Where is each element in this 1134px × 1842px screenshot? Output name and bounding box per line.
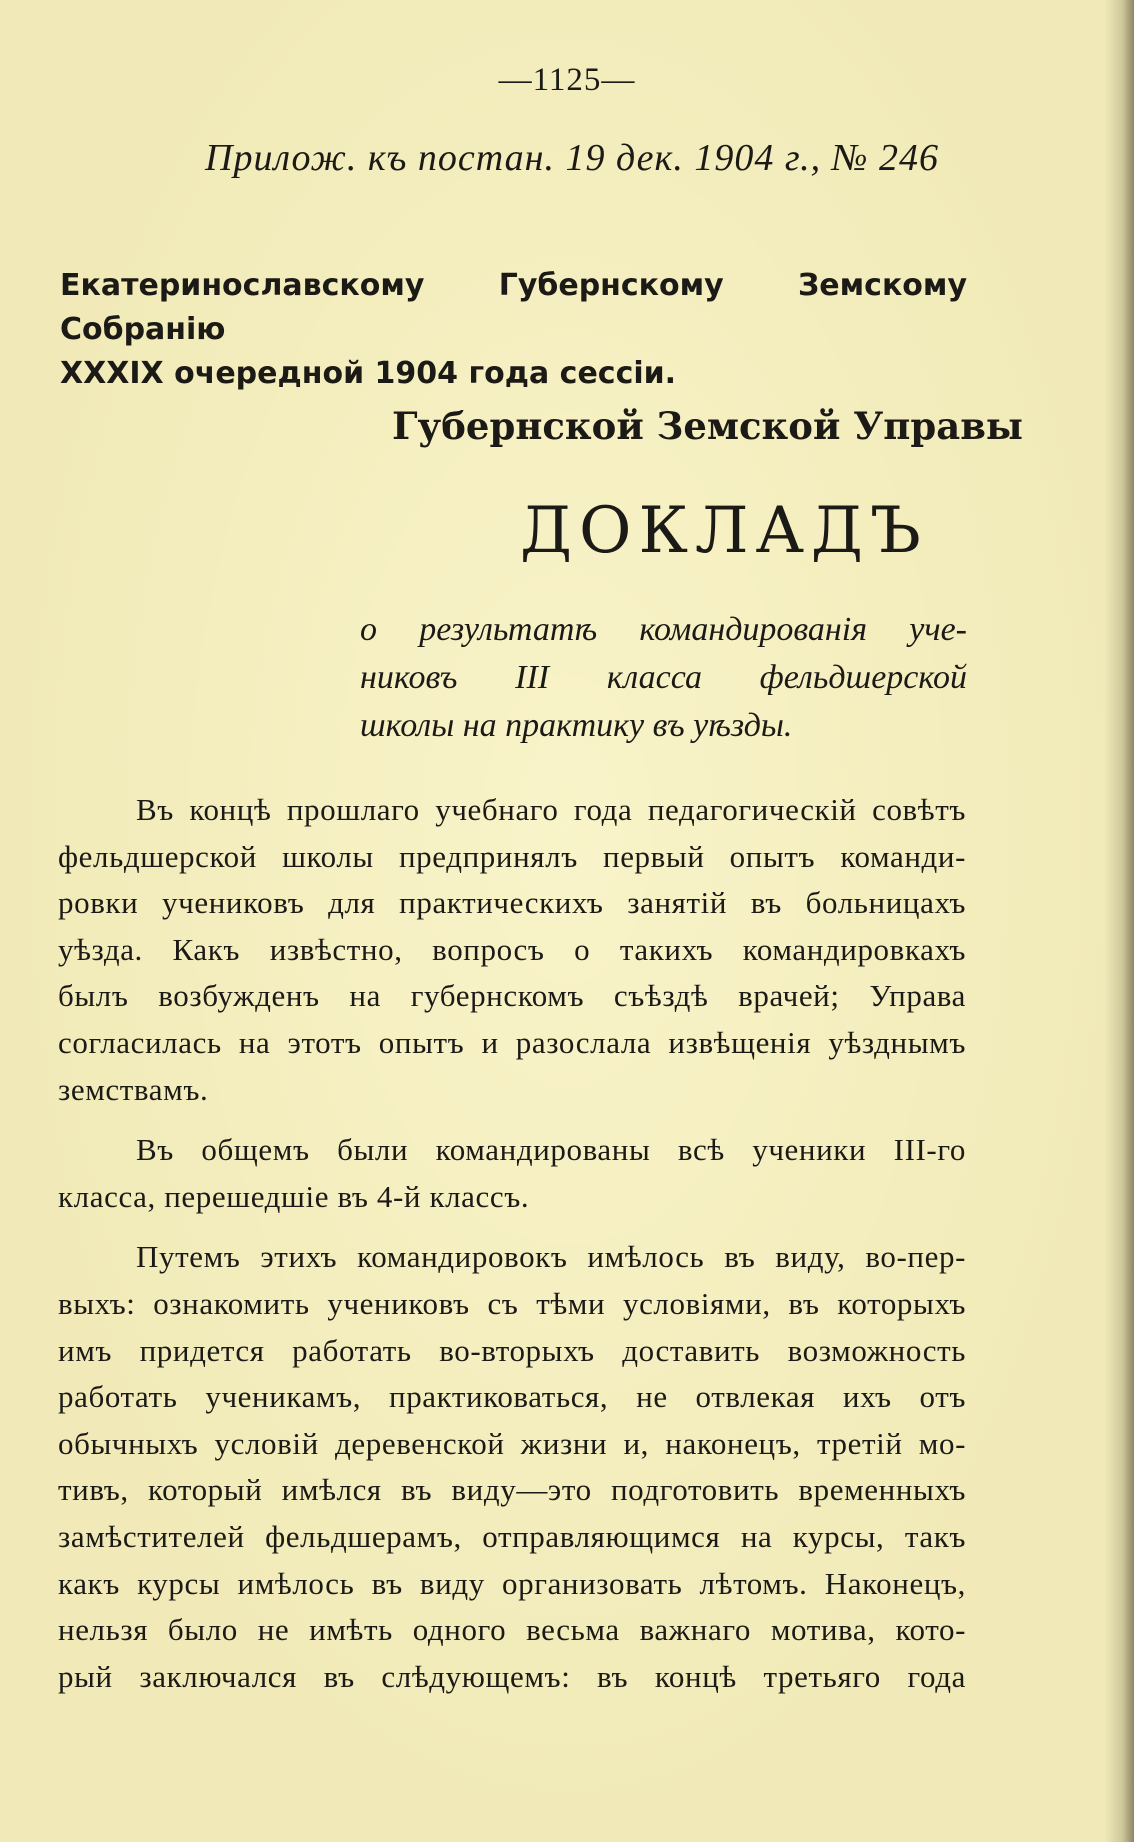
body-text [58,787,966,1700]
paragraph-1 [58,787,966,1113]
text-line: выхъ: ознакомить учениковъ съ тѣми условіями, въ которыхъ [58,1285,966,1321]
report-title: ДОКЛАДЪ [520,494,928,568]
paragraph-3 [58,1234,966,1700]
page-number: —1125— [498,62,636,98]
text-line: нельзя было не имѣть одного весьма важнаго мотива, кото- [58,1612,966,1648]
paragraph-2 [58,1127,966,1220]
addressee-line-1: Екатеринославскому Губернскому Земскому Собранію [60,268,967,347]
subject-line: школы на практику въ уѣзды. [360,707,793,744]
addressee-heading [60,264,967,396]
text-line: замѣстителей фельдшерамъ, отправляющимся на курсы, такъ [58,1518,966,1554]
text-line: уѣзда. Какъ извѣстно, вопросъ о такихъ командировкахъ [58,931,966,967]
text-line: Въ концѣ прошлаго учебнаго года педагогическій совѣтъ [136,792,966,827]
addressee-line-2: XXXIX очередной 1904 года сессіи. [60,356,677,391]
text-line: имъ придется работать во-вторыхъ доставить возможность [58,1332,966,1368]
text-line: Путемъ этихъ командировокъ имѣлось въ виду, во-пер- [136,1239,966,1275]
book-spine-shadow [1104,0,1134,1842]
text-line: земствамъ. [58,1071,209,1107]
text-line: обычныхъ условій деревенской жизни и, наконецъ, третій мо- [58,1425,966,1461]
text-line: тивъ, который имѣлся въ виду—это подготовить временныхъ [58,1472,966,1508]
board-heading: Губернской Земской Управы [392,404,1024,448]
text-line: класса, перешедшіе въ 4-й классъ. [58,1178,530,1214]
text-line: какъ курсы имѣлось въ виду организовать лѣтомъ. Наконецъ, [58,1565,966,1601]
text-line: работать ученикамъ, практиковаться, не отвлекая ихъ отъ [58,1379,966,1415]
appendix-reference: Прилож. къ постан. 19 дек. 1904 г., № 246 [205,137,939,179]
text-line: Въ общемъ были командированы всѣ ученики III-го [136,1132,966,1168]
text-line: фельдшерской школы предпринялъ первый опытъ команди- [58,838,966,874]
report-subject [360,606,967,750]
text-line: ровки учениковъ для практическихъ занятій въ больницахъ [58,885,966,921]
subject-line: никовъ III класса фельдшерской [360,659,967,696]
subject-line: о результатѣ командированія уче- [360,611,967,648]
text-line: согласилась на этотъ опытъ и разослала извѣщенія уѣзднымъ [58,1024,966,1060]
text-line: рый заключался въ слѣдующемъ: въ концѣ третьяго года [58,1658,966,1694]
text-line: былъ возбужденъ на губернскомъ съѣздѣ врачей; Управа [58,978,966,1014]
